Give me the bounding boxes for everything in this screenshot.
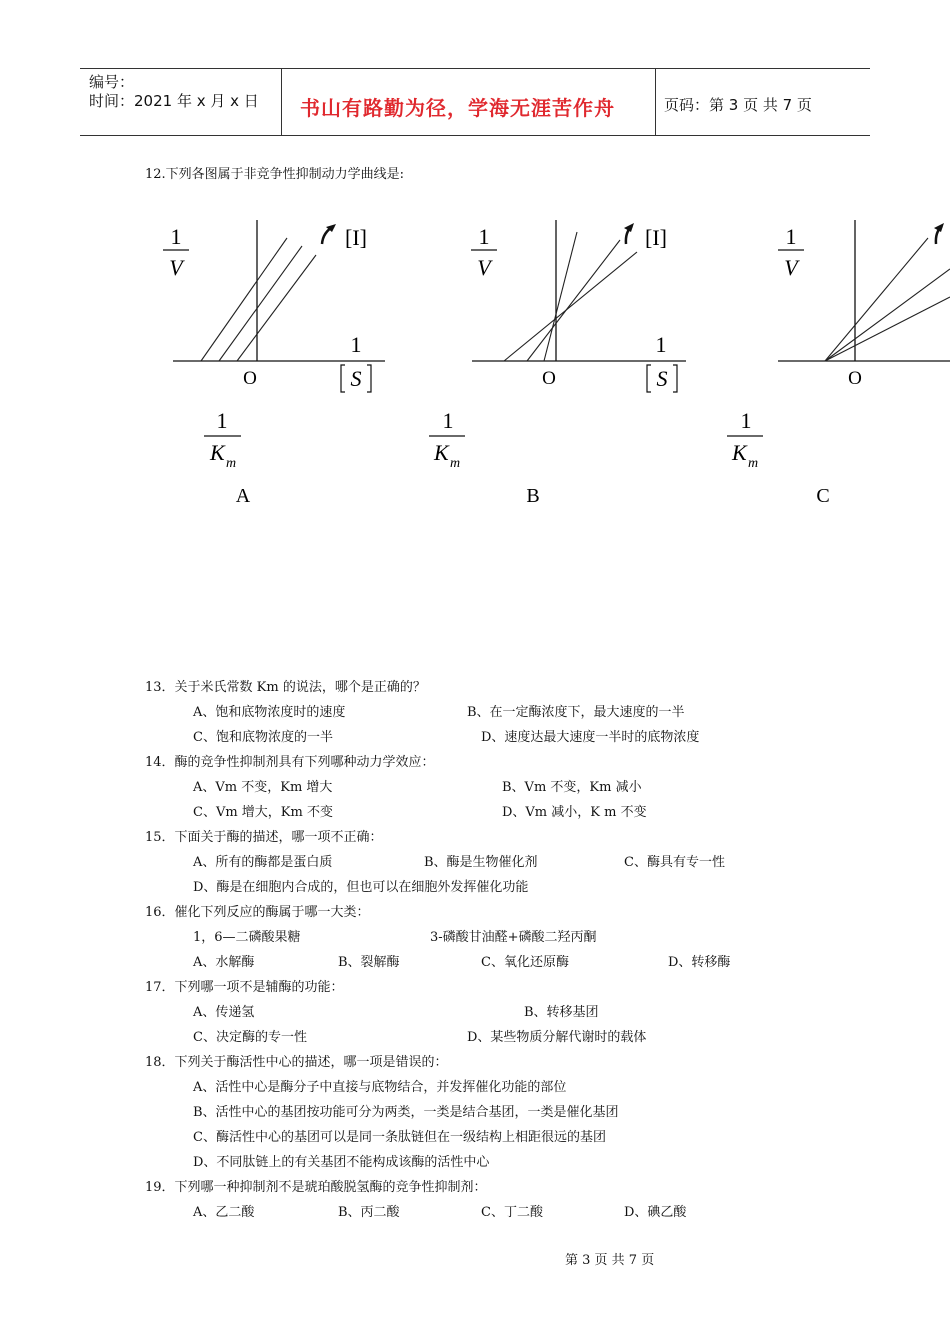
question-15-option: C、酶具有专一性 bbox=[624, 855, 725, 870]
panel-b-inhibitor: [I] bbox=[645, 225, 667, 250]
question-15-option: D、酶是在细胞内合成的，但也可以在细胞外发挥催化功能 bbox=[193, 880, 529, 895]
panel-b-k-one: 1 bbox=[442, 408, 454, 433]
panel-a-line-3 bbox=[237, 255, 316, 361]
question-14-option: D、Vm 减小，K m 不变 bbox=[502, 805, 647, 820]
question-16-product: 3-磷酸甘油醛+磷酸二羟丙酮 bbox=[430, 930, 597, 945]
panel-b-k-k: K bbox=[434, 440, 449, 465]
question-18-option: C、酶活性中心的基团可以是同一条肽链但在一级结构上相距很远的基团 bbox=[193, 1130, 606, 1145]
question-16-option: A、水解酶 bbox=[193, 955, 255, 970]
panel-c-y-v: V bbox=[784, 255, 798, 280]
header-number-label: 编号： bbox=[89, 73, 135, 91]
question-18-stem: 18．下列关于酶活性中心的描述，哪一项是错误的： bbox=[145, 1055, 448, 1070]
panel-c-line-1 bbox=[825, 297, 950, 361]
panel-c-k-m: m bbox=[748, 456, 759, 471]
question-19-option: C、丁二酸 bbox=[481, 1205, 543, 1220]
question-19-option: D、碘乙酸 bbox=[624, 1205, 687, 1220]
panel-a-label: A bbox=[235, 485, 251, 507]
panel-b-line-3 bbox=[544, 232, 577, 361]
question-17-option: C、决定酶的专一性 bbox=[193, 1030, 307, 1045]
panel-a-k-k: K bbox=[210, 440, 225, 465]
question-19-stem: 19．下列哪一种抑制剂不是琥珀酸脱氢酶的竞争性抑制剂： bbox=[145, 1180, 487, 1195]
panel-c-line-3 bbox=[825, 238, 928, 361]
panel-b-line-2 bbox=[527, 240, 620, 361]
question-17-option: A、传递氢 bbox=[193, 1005, 255, 1020]
panel-b-graph bbox=[429, 220, 686, 507]
panel-b-origin: O bbox=[542, 368, 556, 389]
panel-b-x-s: S bbox=[656, 366, 668, 391]
question-16-option: B、裂解酶 bbox=[338, 955, 400, 970]
question-14-stem: 14．酶的竞争性抑制剂具有下列哪种动力学效应： bbox=[145, 755, 435, 770]
question-16-stem: 16．催化下列反应的酶属于哪一大类： bbox=[145, 905, 370, 920]
question-14-option: C、Vm 增大，Km 不变 bbox=[193, 805, 333, 820]
header-page-label: 页码：第 3 页 共 7 页 bbox=[664, 96, 812, 114]
panel-c-label: C bbox=[816, 485, 830, 507]
question-15-stem: 15．下面关于酶的描述，哪一项不正确： bbox=[145, 830, 383, 845]
panel-a-x-one: 1 bbox=[350, 332, 362, 357]
question-19-option: B、丙二酸 bbox=[338, 1205, 400, 1220]
header-time-label: 时间：2021 年 x 月 x 日 bbox=[89, 92, 259, 110]
question-17-stem: 17．下列哪一项不是辅酶的功能： bbox=[145, 980, 344, 995]
question-16-option: C、氧化还原酶 bbox=[481, 955, 569, 970]
panel-a-inhibitor: [I] bbox=[345, 225, 367, 250]
panel-b-y-v: V bbox=[477, 255, 491, 280]
panel-a-y-v: V bbox=[169, 255, 183, 280]
question-13-option: B、在一定酶浓度下，最大速度的一半 bbox=[467, 705, 685, 720]
panel-c-k-k: K bbox=[732, 440, 747, 465]
panel-c-y-one: 1 bbox=[785, 224, 797, 249]
panel-a-line-1 bbox=[201, 238, 287, 361]
question-13-option: A、饱和底物浓度时的速度 bbox=[193, 705, 346, 720]
page-footer: 第 3 页 共 7 页 bbox=[565, 1253, 655, 1268]
panel-a-origin: O bbox=[243, 368, 257, 389]
question-13-stem: 13．关于米氏常数 Km 的说法，哪个是正确的？ bbox=[145, 680, 426, 695]
question-14-option: B、Vm 不变，Km 减小 bbox=[502, 780, 642, 795]
panel-a-k-m: m bbox=[226, 456, 237, 471]
panel-c-graph bbox=[727, 220, 950, 507]
question-13-option: D、速度达最大速度一半时的底物浓度 bbox=[481, 730, 700, 745]
panel-b-label: B bbox=[526, 485, 540, 507]
question-18-option: B、活性中心的基团按功能可分为两类，一类是结合基团，一类是催化基团 bbox=[193, 1105, 619, 1120]
question-15-option: A、所有的酶都是蛋白质 bbox=[193, 855, 333, 870]
question-14-option: A、Vm 不变，Km 增大 bbox=[193, 780, 333, 795]
panel-b-y-one: 1 bbox=[478, 224, 490, 249]
header-motto: 书山有路勤为径，学海无涯苦作舟 bbox=[300, 96, 615, 120]
question-13-option: C、饱和底物浓度的一半 bbox=[193, 730, 333, 745]
question-17-option: B、转移基团 bbox=[524, 1005, 599, 1020]
question-18-option: D、不同肽链上的有关基团不能构成该酶的活性中心 bbox=[193, 1155, 490, 1170]
panel-a-graph bbox=[163, 220, 385, 507]
question-19-option: A、乙二酸 bbox=[193, 1205, 255, 1220]
question-18-option: A、活性中心是酶分子中直接与底物结合，并发挥催化功能的部位 bbox=[193, 1080, 567, 1095]
panel-b-line-1 bbox=[504, 252, 637, 361]
question-12-stem: 12.下列各图属于非竞争性抑制动力学曲线是: bbox=[145, 167, 405, 182]
panel-c-origin: O bbox=[848, 368, 862, 389]
question-16-option: D、转移酶 bbox=[668, 955, 731, 970]
panel-c-k-one: 1 bbox=[740, 408, 752, 433]
question-15-option: B、酶是生物催化剂 bbox=[424, 855, 538, 870]
kinetics-figures bbox=[0, 200, 950, 530]
panel-a-x-s: S bbox=[350, 366, 362, 391]
panel-a-k-one: 1 bbox=[216, 408, 228, 433]
panel-c-line-2 bbox=[825, 269, 950, 361]
question-16-reactant: 1，6—二磷酸果糖 bbox=[193, 930, 301, 945]
panel-b-k-m: m bbox=[450, 456, 461, 471]
panel-a-line-2 bbox=[219, 246, 302, 361]
question-17-option: D、某些物质分解代谢时的载体 bbox=[467, 1030, 647, 1045]
panel-b-x-one: 1 bbox=[655, 332, 667, 357]
panel-a-y-one: 1 bbox=[170, 224, 182, 249]
